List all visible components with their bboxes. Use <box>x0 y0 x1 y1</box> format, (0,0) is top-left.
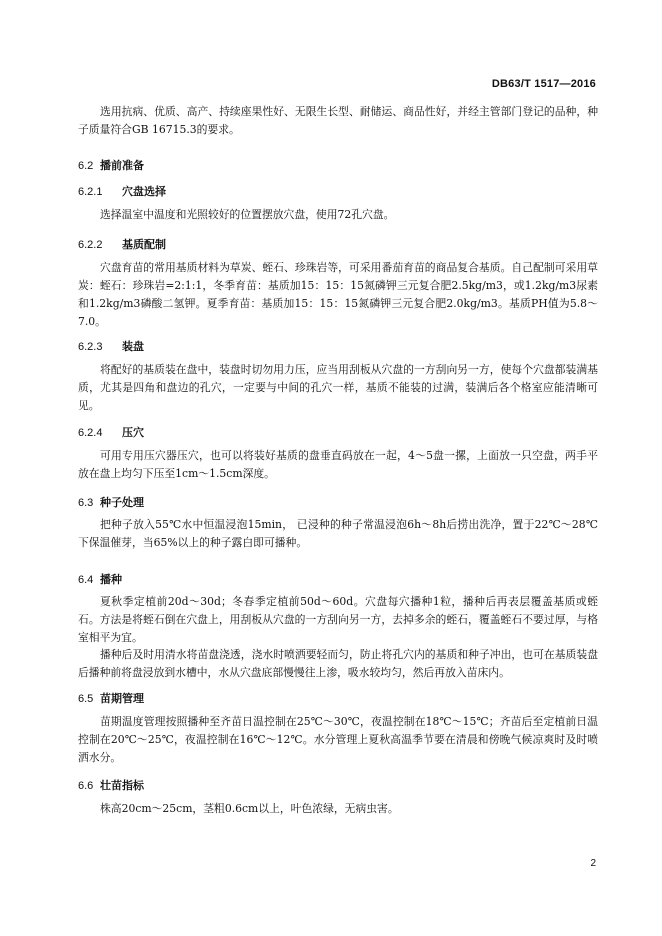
section-title: 播前准备 <box>100 159 144 172</box>
section-6-4-heading <box>78 571 122 587</box>
section-6-2-4-text: 可用专用压穴器压穴，也可以将装好基质的盘垂直码放在一起，4～5盘一摞，上面放一只空盘，两手平放在盘上均匀下压至1cm～1.5cm深度。 <box>78 449 598 480</box>
section-6-2-3-text: 将配好的基质装在盘中，装盘时切勿用力压，应当用刮板从穴盘的一方刮向另一方，使每个穴盘都装满基质，尤其是四角和盘边的孔穴，一定要与中间的孔穴一样，基质不能装的过满，装满后各个格室应能清晰可见。 <box>78 363 598 412</box>
section-6-2-2-text: 穴盘育苗的常用基质材料为草炭、蛭石、珍珠岩等，可采用番茄育苗的商品复合基质。自己配制可采用草炭：蛭石：珍珠岩=2:1:1，冬季育苗：基质加15：15：15氮磷钾三元复合肥2.5kg/m3，或1.2kg/m3尿素和1.2kg/m3磷酸二氢钾。夏季育苗：基质加15：15：15氮磷钾三元复合肥2.0kg/m3。基质PH值为5.8～7.0。 <box>78 261 598 328</box>
section-number: 6.3 <box>78 497 94 509</box>
intro-paragraph: 选用抗病、优质、高产、持续座果性好、无限生长型、耐储运、商品性好，并经主管部门登记的品种，种子质量符合GB 16715.3的要求。 <box>78 105 598 136</box>
section-title: 装盘 <box>122 340 144 353</box>
section-title: 种子处理 <box>100 496 144 509</box>
section-6-4-text-1: 夏秋季定植前20d～30d；冬春季定植前50d～60d。穴盘每穴播种1粒，播种后再表层覆盖基质或蛭石。方法是将蛭石倒在穴盘上，用刮板从穴盘的一方刮向另一方，去掉多余的蛭石，覆盖蛭石不要过厚，与格室相平为宜。 <box>78 595 598 644</box>
section-6-2-4-heading <box>78 424 144 440</box>
section-title: 播种 <box>100 573 122 586</box>
section-number: 6.5 <box>78 693 94 705</box>
section-6-3-text: 把种子放入55℃水中恒温浸泡15min， 已浸种的种子常温浸泡6h～8h后捞出洗净，置于22℃～28℃下保温催芽，当65%以上的种子露白即可播种。 <box>78 518 598 549</box>
section-title: 壮苗指标 <box>100 779 144 792</box>
section-6-2-1-text: 选择温室中温度和光照较好的位置摆放穴盘，使用72孔穴盘。 <box>100 208 395 221</box>
section-6-6-text: 株高20cm～25cm，茎粗0.6cm以上，叶色浓绿，无病虫害。 <box>100 802 399 815</box>
section-6-4-text-2: 播种后及时用清水将苗盘浇透，浇水时喷洒要轻而匀，防止将孔穴内的基质和种子冲出，也可在基质装盘后播种前将盘浸放到水槽中，水从穴盘底部慢慢往上渗，吸水较均匀，然后再放入苗床内。 <box>78 648 598 679</box>
section-number: 6.2.4 <box>78 427 103 439</box>
section-6-2-3-heading <box>78 338 144 354</box>
section-number: 6.4 <box>78 574 94 586</box>
section-title: 压穴 <box>122 426 144 439</box>
section-number: 6.2 <box>78 160 94 172</box>
section-6-5-heading <box>78 690 144 706</box>
section-6-5-text: 苗期温度管理按照播种至齐苗日温控制在25℃～30℃，夜温控制在18℃～15℃；齐苗后至定植前日温控制在20℃～25℃，夜温控制在16℃～12℃。水分管理上夏秋高温季节要在清晨和傍晚气候凉爽时及时喷洒水分。 <box>78 715 598 764</box>
document-code: DB63/T 1517—2016 <box>491 78 596 90</box>
section-number: 6.6 <box>78 780 94 792</box>
section-6-2-1-heading <box>78 183 166 199</box>
page-number: 2 <box>590 858 596 869</box>
section-number: 6.2.2 <box>78 239 103 251</box>
section-6-2-2-heading <box>78 236 166 252</box>
section-title: 基质配制 <box>122 238 166 251</box>
section-title: 苗期管理 <box>100 692 144 705</box>
section-6-2-heading <box>78 157 144 173</box>
section-6-6-heading <box>78 777 144 793</box>
section-number: 6.2.3 <box>78 341 103 353</box>
section-6-3-heading <box>78 494 144 510</box>
section-number: 6.2.1 <box>78 186 103 198</box>
section-title: 穴盘选择 <box>122 185 166 198</box>
